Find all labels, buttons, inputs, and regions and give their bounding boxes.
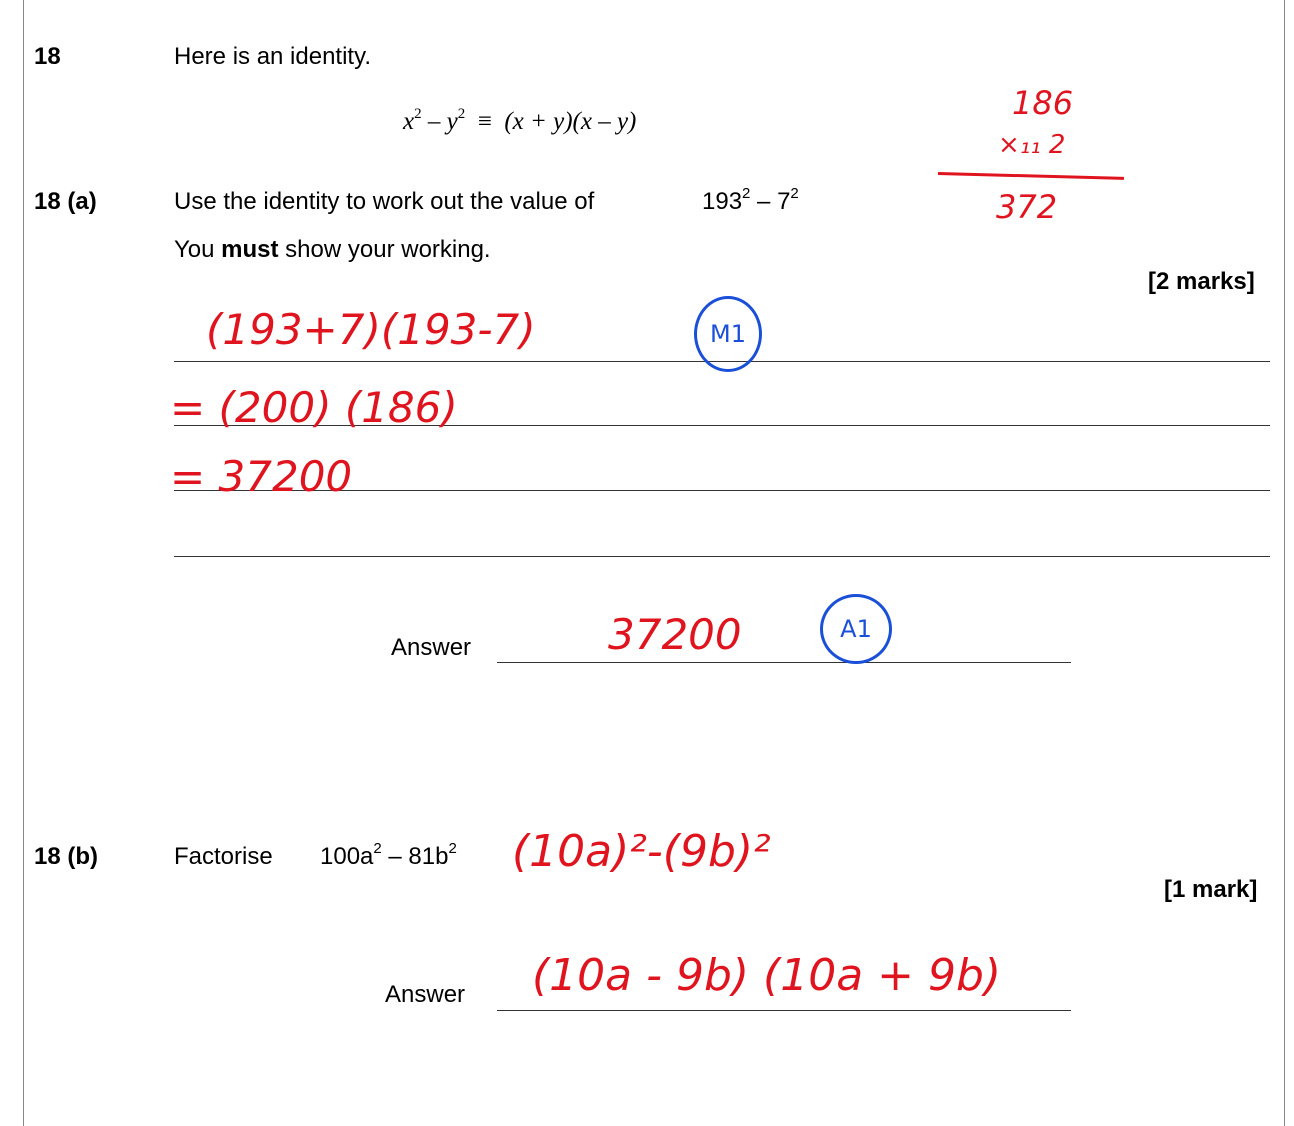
working-step-3: = 37200 (170, 452, 353, 501)
side-calc-rule (938, 172, 1124, 180)
part-b-working: (10a)²-(9b)² (512, 826, 771, 877)
working-step-2: = (200) (186) (170, 383, 458, 432)
identity-x: x (403, 108, 415, 135)
identity-equation (403, 108, 636, 136)
part-b-marks: [1 mark] (1164, 876, 1258, 903)
part-b-expression: $100a^2 - 81b^2$ (320, 840, 457, 870)
part-a-prompt: Use the identity to work out the value of (174, 188, 595, 215)
side-calc-multiplier: ×₁₁ 2 (998, 130, 1066, 160)
working-line-4 (174, 556, 1270, 557)
page-border-right (1284, 0, 1285, 1126)
part-a-answer-value: 37200 (608, 610, 742, 659)
part-a-answer-line (497, 662, 1071, 663)
part-b-answer-label: Answer (385, 981, 466, 1008)
question-intro: Here is an identity. (174, 43, 371, 70)
part-a-must-show: You must show your working. (174, 236, 491, 263)
part-b-answer-value: (10a - 9b) (10a + 9b) (532, 950, 1002, 1001)
part-a-answer-label: Answer (391, 634, 472, 661)
question-number: 18 (34, 43, 61, 70)
side-calc-result: 372 (996, 188, 1058, 226)
part-b-answer-line (497, 1010, 1071, 1011)
part-a-expression: $193^2 - 7^2$ (702, 185, 799, 215)
identity-exp-2: 2 (457, 106, 466, 122)
identity-rhs: (x + y)(x – y) (504, 108, 637, 135)
mark-m1-circle: M1 (694, 296, 762, 372)
side-calc-top: 186 (1012, 84, 1074, 122)
mark-a1-circle: A1 (820, 594, 892, 664)
identity-exp-1: 2 (414, 106, 422, 122)
page-border-left (23, 0, 24, 1126)
working-step-1: (193+7)(193-7) (206, 305, 536, 354)
identity-y: y (446, 108, 458, 135)
part-b-prompt: Factorise (174, 843, 273, 870)
identity-equiv-symbol: ≡ (477, 108, 492, 135)
part-a-marks: [2 marks] (1148, 268, 1255, 295)
identity-minus: – (427, 108, 441, 135)
part-a-label: 18 (a) (34, 188, 97, 215)
part-b-label: 18 (b) (34, 843, 99, 870)
